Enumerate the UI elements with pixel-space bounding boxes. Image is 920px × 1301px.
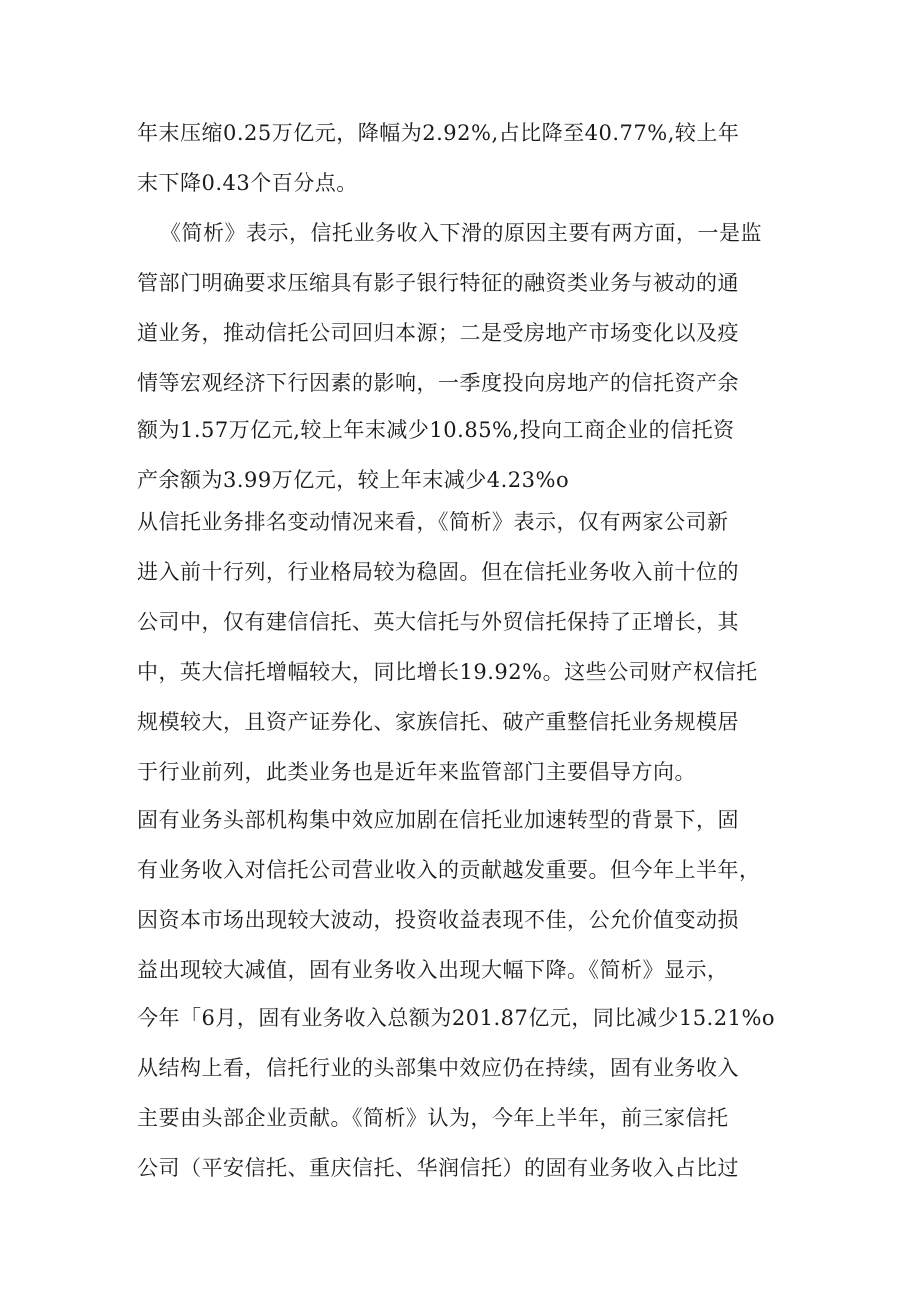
text-line-18: 益出现较大减值，固有业务收入出现大幅下降。《简析》显示， <box>137 958 729 982</box>
text-line-12: 中，英大信托增幅较大，同比增长19.92%。这些公司财产权信托 <box>137 660 758 684</box>
text-line-14: 于行业前列，此类业务也是近年来监管部门主要倡导方向。 <box>137 760 696 784</box>
text-line-21: 主要由头部企业贡献。《简析》认为，今年上半年，前三家信托 <box>137 1106 729 1130</box>
text-line-4: 管部门明确要求压缩具有影子银行特征的融资类业务与被动的通 <box>137 271 739 295</box>
text-line-16: 有业务收入对信托公司营业收入的贡献越发重要。但今年上半年， <box>137 858 761 882</box>
text-line-6: 情等宏观经济下行因素的影响，一季度投向房地产的信托资产余 <box>137 371 739 395</box>
text-line-3: 《简析》表示，信托业务收入下滑的原因主要有两方面，一是监 <box>160 221 762 245</box>
text-line-13: 规模较大，且资产证券化、家族信托、破产重整信托业务规模居 <box>137 710 739 734</box>
text-line-8: 产余额为3.99万亿元，较上年末减少4.23%o <box>137 468 570 492</box>
text-line-1: 年末压缩0.25万亿元，降幅为2.92%,占比降至40.77%,较上年 <box>137 121 740 145</box>
text-line-22: 公司（平安信托、重庆信托、华润信托）的固有业务收入占比过 <box>137 1156 739 1180</box>
text-line-15: 固有业务头部机构集中效应加剧在信托业加速转型的背景下，固 <box>137 808 739 832</box>
text-line-17: 因资本市场出现较大波动，投资收益表现不佳，公允价值变动损 <box>137 908 739 932</box>
text-line-11: 公司中，仅有建信信托、英大信托与外贸信托保持了正增长，其 <box>137 610 739 634</box>
text-line-19: 今年「6月，固有业务收入总额为201.87亿元，同比减少15.21%o <box>137 1006 776 1030</box>
text-line-20: 从结构上看，信托行业的头部集中效应仍在持续，固有业务收入 <box>137 1056 739 1080</box>
text-line-9: 从信托业务排名变动情况来看，《简析》表示，仅有两家公司新 <box>137 510 729 534</box>
text-line-5: 道业务，推动信托公司回归本源；二是受房地产市场变化以及疫 <box>137 321 739 345</box>
text-line-7: 额为1.57万亿元,较上年末减少10.85%,投向工商企业的信托资 <box>137 418 735 442</box>
text-line-2: 末下降0.43个百分点。 <box>137 171 358 195</box>
text-line-10: 进入前十行列，行业格局较为稳固。但在信托业务收入前十位的 <box>137 560 739 584</box>
